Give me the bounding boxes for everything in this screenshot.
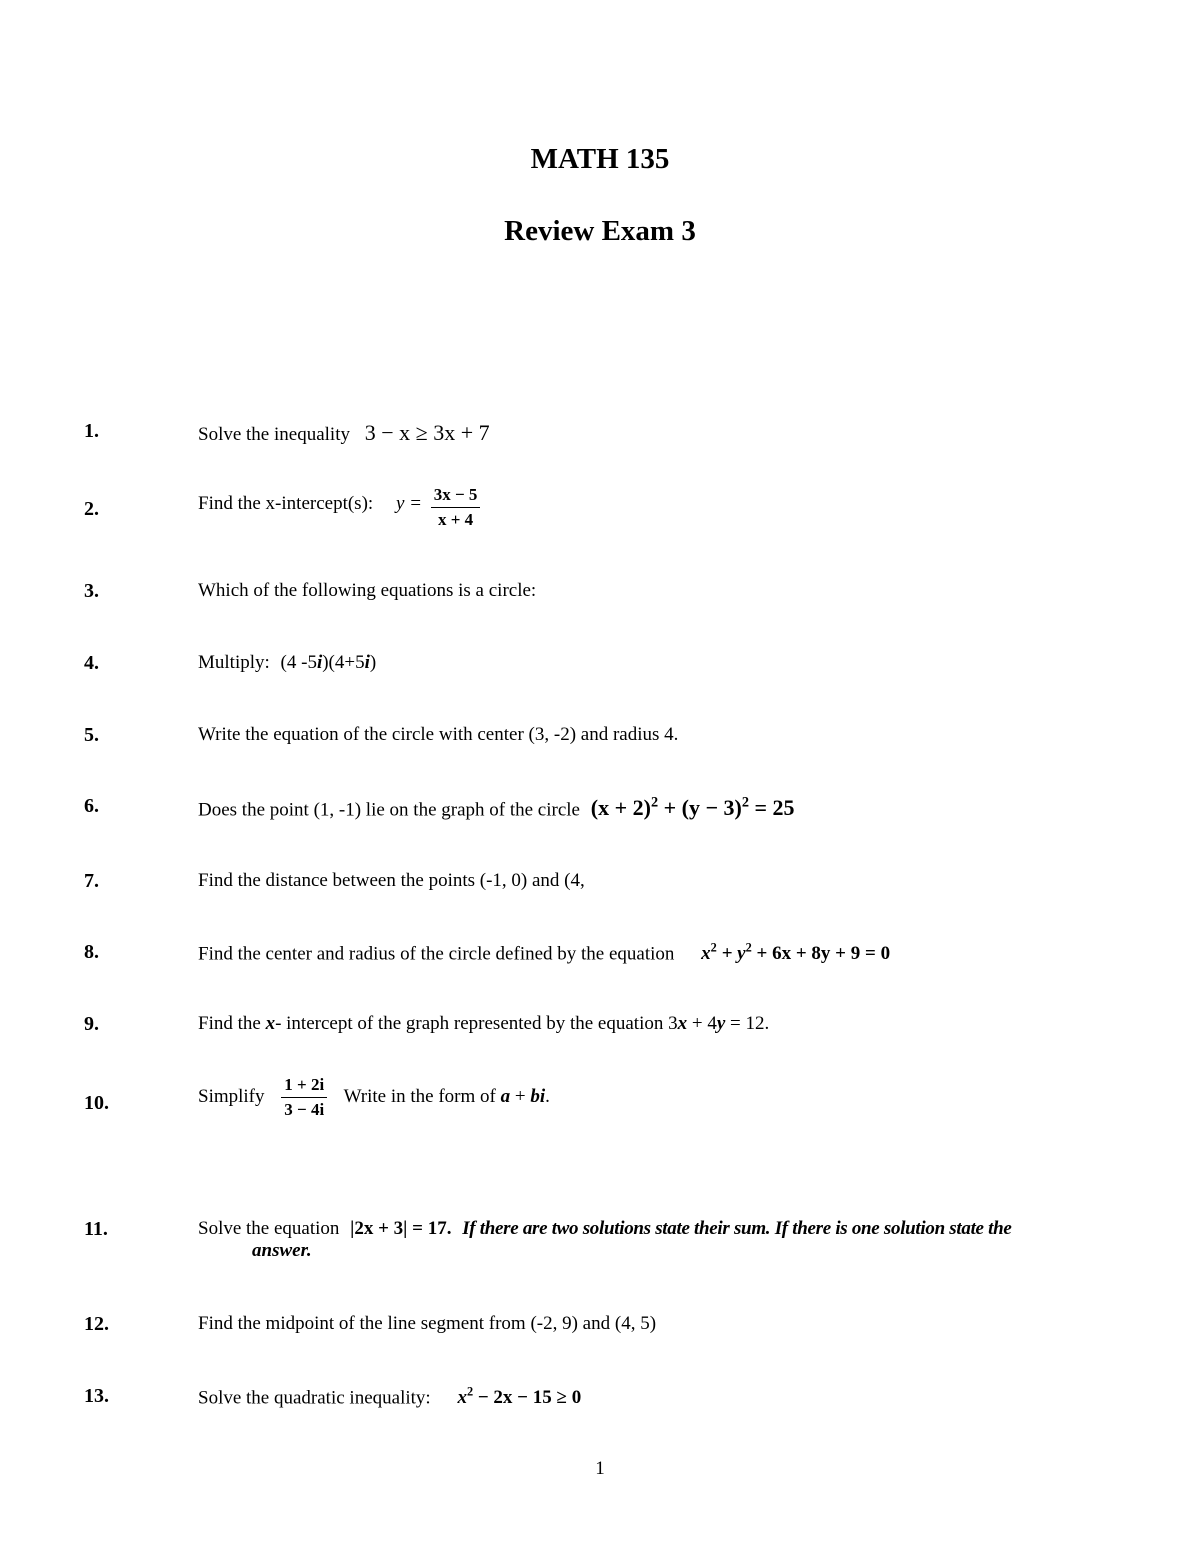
eq-part: + 6x + 8y + 9 = 0 [751,943,891,965]
circle-equation [591,795,795,820]
eq-part: x [701,943,711,965]
expr-part: ) [369,652,377,673]
exponent: 2 [650,795,659,811]
question-number: 9. [84,1013,99,1035]
circle-equation [701,943,890,964]
fraction-numerator: 3x − 5 [431,485,481,508]
question-text: Multiply: [198,652,270,673]
course-title: MATH 135 [530,143,670,175]
question-body [198,1218,1012,1240]
expr-part: )(4+5 [322,652,365,673]
question-body [198,1075,550,1120]
text-part: + 4 [687,1013,717,1034]
question-number: 7. [84,870,99,892]
variable: y [716,1013,726,1034]
equation: |2x + 3| = 17. [350,1218,452,1239]
eq-part: (x + 2) [590,795,651,821]
text-part: Find the [198,1013,266,1034]
question-text: Write the equation of the circle with center (3, -2) and radius 4. [198,724,679,745]
text-part: . [545,1085,550,1107]
question-number: 8. [84,941,99,963]
fraction-denominator: 3 − 4i [284,1100,325,1119]
text-part: + [510,1085,531,1107]
question-text: Find the midpoint of the line segment from (-2, 9) and (4, 5) [198,1313,657,1334]
question-body [198,941,890,965]
eq-part: + y [716,943,746,965]
question-text: Find the x-intercept(s): [198,492,374,514]
page-number: 1 [595,1458,605,1479]
fraction-numerator: 1 + 2i [281,1075,327,1098]
exam-title: Review Exam 3 [504,215,696,247]
exponent: 2 [745,941,752,955]
exponent: 2 [741,795,749,811]
variable: x [677,1013,688,1034]
question-math: 3 − x ≥ 3x + 7 [364,420,490,445]
question-number: 10. [84,1092,109,1114]
question-number: 4. [84,652,99,674]
question-number: 5. [84,724,99,746]
inequality [457,1387,581,1408]
fraction-denominator: x + 4 [437,510,474,529]
variable: bi [530,1085,546,1107]
question-text: Find the center and radius of the circle defined by the equation [198,943,675,965]
question-body [198,1013,769,1035]
question-number: 11. [84,1218,108,1240]
question-text: Find the distance between the points (-1, 0) and (4, [198,870,585,891]
fraction [431,485,481,530]
imag-unit: i [364,652,370,673]
question-number: 13. [84,1385,109,1407]
exponent: 2 [466,1385,474,1399]
fraction [281,1075,327,1120]
question-body [198,485,484,530]
question-number: 3. [84,580,99,602]
question-text: Solve the equation [198,1218,340,1239]
eq-part: = 25 [749,795,795,821]
question-text: Which of the following equations is a circle: [198,580,537,601]
instruction-note: If there are two solutions state their sum. If there is one solution state the [462,1218,1012,1239]
instruction-note-cont: answer. [252,1240,312,1261]
question-text: Solve the quadratic inequality: [198,1387,431,1409]
question-text: Does the point (1, -1) lie on the graph of the circle [198,799,580,821]
question-body [198,795,795,821]
question-text: Simplify [198,1085,265,1107]
question-number: 1. [84,420,99,442]
text-part: = 12. [725,1013,770,1034]
question-number: 6. [84,795,99,817]
eq-part: x [457,1387,467,1409]
variable: x [265,1013,276,1034]
question-body [198,420,490,446]
question-lhs: y = [395,492,422,514]
imag-unit: i [316,652,323,673]
text-part: Write in the form of [343,1085,501,1107]
variable: a [500,1085,511,1107]
exponent: 2 [710,941,717,955]
expr-part: (4 -5 [280,652,317,673]
question-number: 2. [84,498,99,520]
question-body [198,1385,581,1409]
eq-part: + (y − 3) [658,795,742,821]
question-number: 12. [84,1313,109,1335]
text-part: - intercept of the graph represented by the equation 3 [275,1013,678,1034]
eq-part: − 2x − 15 ≥ 0 [473,1387,582,1409]
question-body [198,652,376,674]
question-text: Solve the inequality [198,424,350,445]
